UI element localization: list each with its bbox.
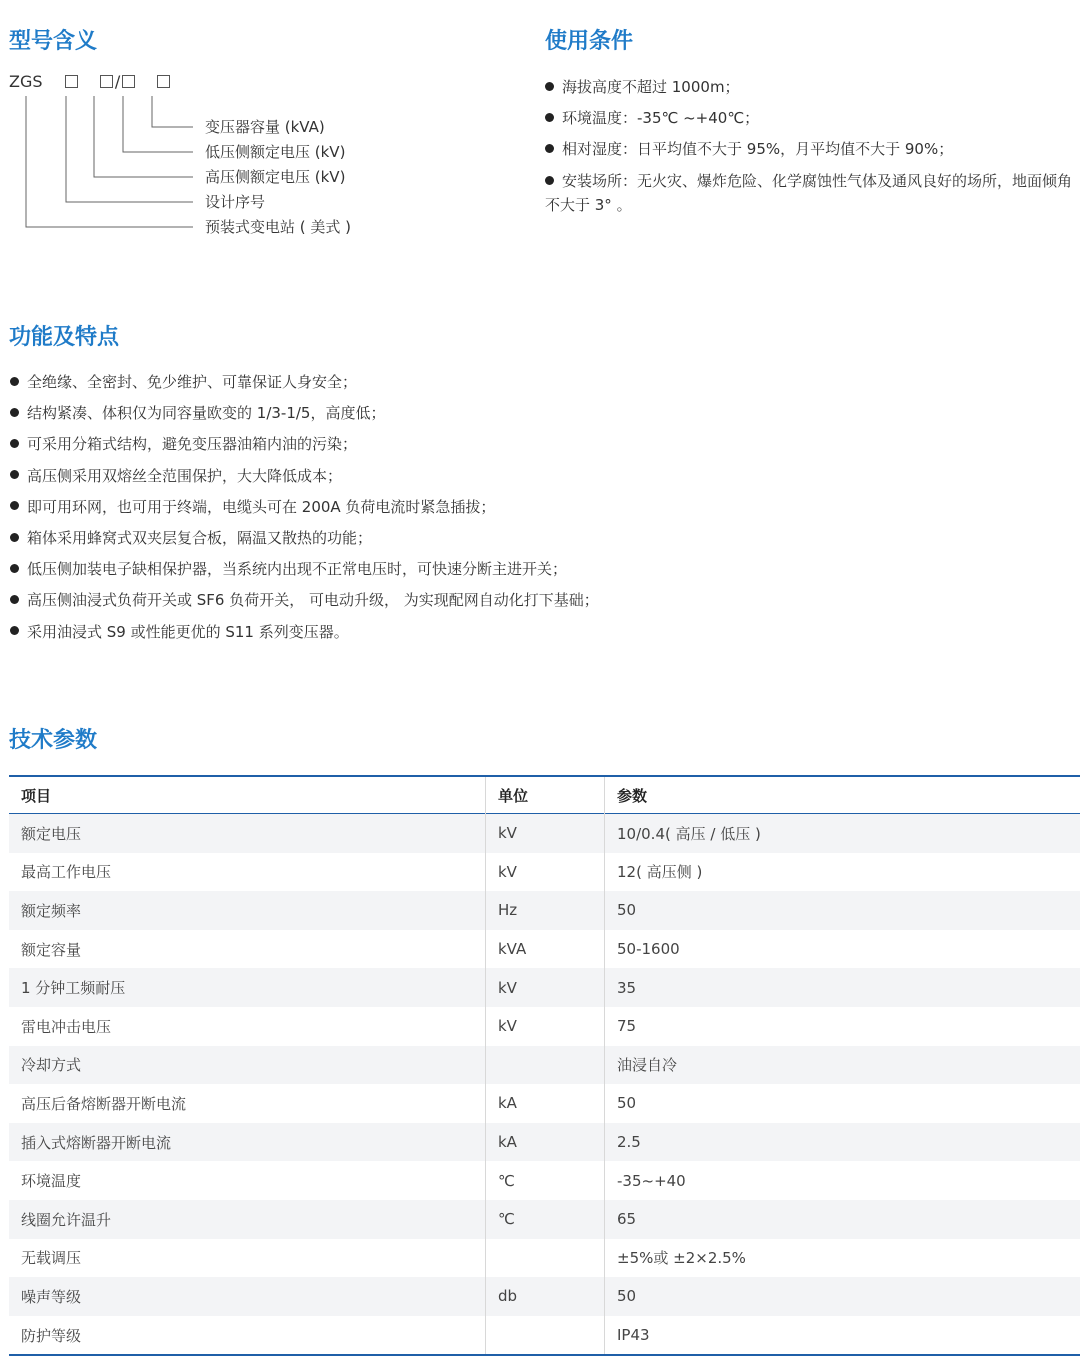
bullet-icon	[545, 113, 554, 122]
cell-item: 防护等级	[9, 1316, 486, 1356]
header-unit: 单位	[486, 776, 605, 814]
list-item: 高压侧油浸式负荷开关或 SF6 负荷开关， 可电动升级， 为实现配网自动化打下基础；	[10, 585, 599, 616]
cell-item: 最高工作电压	[9, 853, 486, 892]
cell-value: 50-1600	[617, 940, 680, 959]
cell-unit: ℃	[486, 1200, 605, 1239]
cell-item: 无载调压	[9, 1239, 486, 1278]
cell-item: 冷却方式	[9, 1046, 486, 1085]
cell-unit: kV	[486, 1007, 605, 1046]
cell-unit: kVA	[486, 930, 605, 969]
list-item: 采用油浸式 S9 或性能更优的 S11 系列变压器。	[10, 617, 599, 648]
cell-unit: kV	[486, 968, 605, 1007]
cell-item: 线圈允许温升	[9, 1200, 486, 1239]
bullet-icon	[10, 533, 19, 542]
leader-line-capacity	[152, 96, 193, 127]
table-row	[9, 1316, 1080, 1356]
cell-value: 75	[617, 1017, 637, 1036]
bullet-icon	[545, 176, 554, 185]
model-item-design-no: 设计序号	[205, 193, 266, 211]
cell-item: 雷电冲击电压	[9, 1007, 486, 1046]
cell-value: 12( 高压侧 )	[617, 863, 703, 882]
list-item: 相对湿度：日平均值不大于 95%，月平均值不大于 90%；	[545, 134, 1085, 165]
cell-value: IP43	[617, 1326, 650, 1345]
model-code-prefix: ZGS	[9, 72, 43, 91]
header-value: 参数	[617, 786, 648, 805]
bullet-icon	[10, 564, 19, 573]
model-item-hv-voltage: 高压侧额定电压 (kV)	[205, 168, 346, 186]
cell-item: 环境温度	[9, 1161, 486, 1200]
cell-unit: Hz	[486, 891, 605, 930]
leader-line-type	[26, 96, 193, 227]
bullet-icon	[10, 439, 19, 448]
header-item: 项目	[9, 776, 486, 814]
model-item-lv-voltage: 低压侧额定电压 (kV)	[205, 143, 346, 161]
cell-unit: kA	[486, 1123, 605, 1162]
table-row	[9, 930, 1080, 969]
cell-item: 高压后备熔断器开断电流	[9, 1084, 486, 1123]
table-row	[9, 968, 1080, 1007]
table-row	[9, 1007, 1080, 1046]
table-row	[9, 853, 1080, 892]
cell-unit: ℃	[486, 1161, 605, 1200]
code-slash: /	[114, 72, 121, 91]
list-item: 可采用分箱式结构，避免变压器油箱内油的污染；	[10, 429, 599, 460]
list-item: 环境温度：-35℃ ~+40℃；	[545, 103, 1085, 134]
usage-conditions-list	[545, 72, 1085, 217]
features-title: 功能及特点	[9, 325, 120, 350]
list-item: 全绝缘、全密封、免少维护、可靠保证人身安全；	[10, 367, 599, 398]
cell-unit	[486, 1316, 605, 1356]
model-item-capacity: 变压器容量 (kVA)	[205, 118, 325, 136]
table-row	[9, 1123, 1080, 1162]
table-row	[9, 891, 1080, 930]
bullet-icon	[10, 408, 19, 417]
table-row	[9, 1046, 1080, 1085]
cell-value: 35	[617, 978, 637, 997]
bullet-icon	[10, 501, 19, 510]
table-row	[9, 1200, 1080, 1239]
list-item: 结构紧凑、体积仅为同容量欧变的 1/3-1/5，高度低；	[10, 398, 599, 429]
list-item: 箱体采用蜂窝式双夹层复合板，隔温又散热的功能；	[10, 523, 599, 554]
table-row	[9, 814, 1080, 853]
cell-value: 50	[617, 1287, 637, 1306]
cell-item: 额定频率	[9, 891, 486, 930]
cell-item: 1 分钟工频耐压	[9, 968, 486, 1007]
cell-unit: kV	[486, 814, 605, 853]
cell-item: 噪声等级	[9, 1277, 486, 1316]
table-row	[9, 1084, 1080, 1123]
tech-params-title: 技术参数	[9, 728, 98, 753]
model-item-substation-type: 预装式变电站 ( 美式 )	[205, 218, 352, 236]
cell-item: 额定电压	[9, 814, 486, 853]
bullet-icon	[545, 82, 554, 91]
cell-value: 10/0.4( 高压 / 低压 )	[617, 824, 761, 843]
features-list	[10, 367, 599, 648]
list-item: 安装场所：无火灾、爆炸危险、化学腐蚀性气体及通风良好的场所，地面倾角不大于 3° 。	[545, 172, 1073, 214]
cell-item: 插入式熔断器开断电流	[9, 1123, 486, 1162]
table-row	[9, 1239, 1080, 1278]
bullet-icon	[10, 595, 19, 604]
bullet-icon	[545, 144, 554, 153]
table-header-row	[9, 776, 1080, 814]
cell-value: 65	[617, 1210, 637, 1229]
list-item: 低压侧加装电子缺相保护器，当系统内出现不正常电压时，可快速分断主进开关；	[10, 554, 599, 585]
cell-unit	[486, 1046, 605, 1085]
leader-line-lv	[123, 96, 193, 152]
cell-unit: db	[486, 1277, 605, 1316]
leader-line-hv	[94, 96, 193, 177]
cell-item: 额定容量	[9, 930, 486, 969]
model-meaning-title: 型号含义	[9, 29, 98, 54]
bullet-icon	[10, 470, 19, 479]
list-item: 高压侧采用双熔丝全范围保护，大大降低成本；	[10, 461, 599, 492]
leader-line-design	[66, 96, 193, 202]
list-item: 海拔高度不超过 1000m；	[545, 72, 1085, 103]
cell-value: ±5%或 ±2×2.5%	[617, 1249, 746, 1268]
cell-unit	[486, 1239, 605, 1278]
table-row	[9, 1161, 1080, 1200]
cell-value: -35~+40	[617, 1171, 686, 1190]
bullet-icon	[10, 626, 19, 635]
usage-conditions-title: 使用条件	[545, 29, 634, 54]
cell-value: 油浸自冷	[617, 1056, 678, 1075]
cell-value: 2.5	[617, 1133, 641, 1152]
tech-params-table	[9, 775, 1080, 1356]
cell-unit: kA	[486, 1084, 605, 1123]
cell-value: 50	[617, 1094, 637, 1113]
cell-unit: kV	[486, 853, 605, 892]
table-row	[9, 1277, 1080, 1316]
list-item: 即可用环网，也可用于终端，电缆头可在 200A 负荷电流时紧急插拔；	[10, 492, 599, 523]
cell-value: 50	[617, 901, 637, 920]
bullet-icon	[10, 377, 19, 386]
